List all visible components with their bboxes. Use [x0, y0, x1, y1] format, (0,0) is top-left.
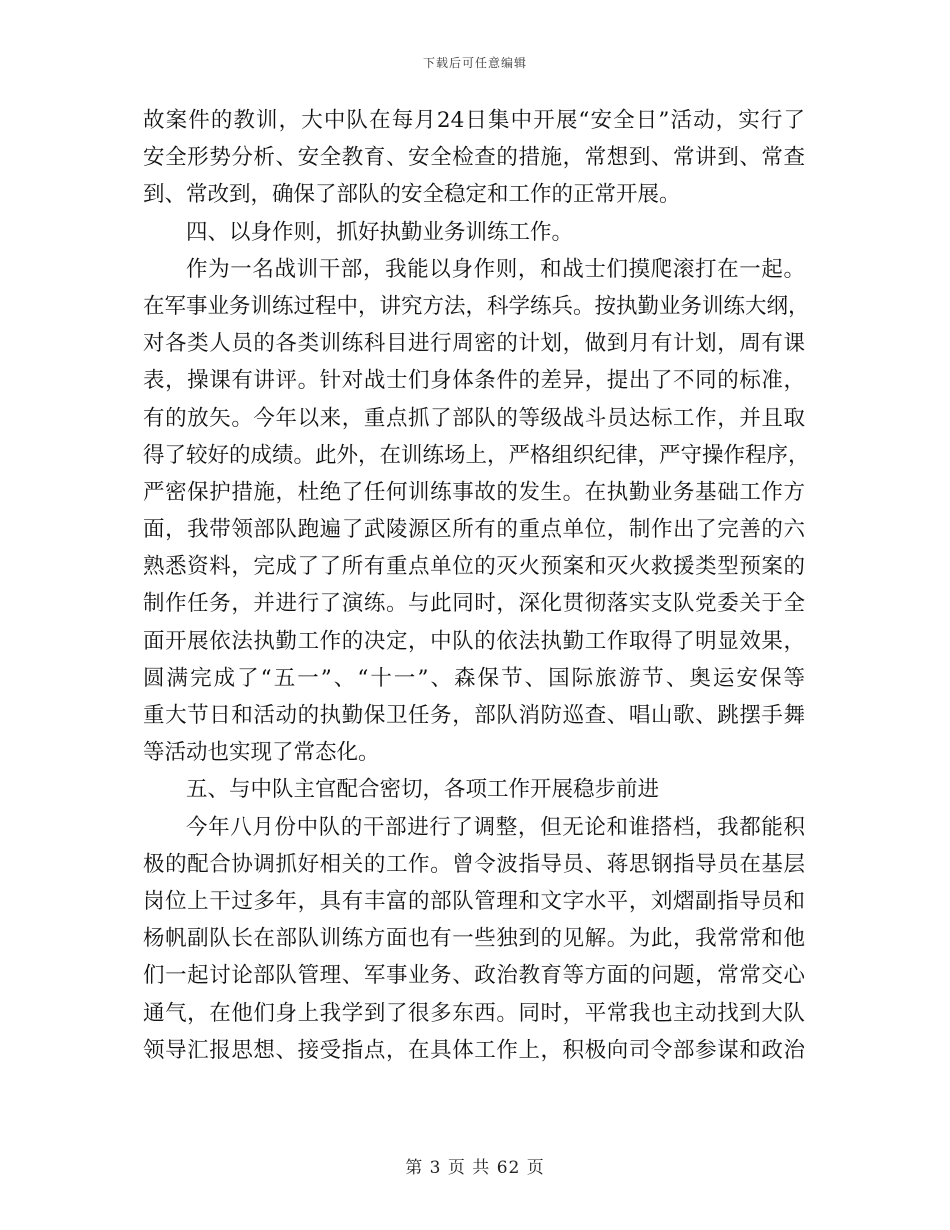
- text-line: 岗位上干过多年，具有丰富的部队管理和文字水平，刘熠副指导员和: [143, 888, 805, 914]
- page-header: 下载后可任意编辑: [422, 56, 527, 70]
- text-line: 今年八月份中队的干部进行了调整，但无论和谁搭档，我都能积: [186, 814, 805, 840]
- page-number-footer: 第 3 页 共 62 页: [405, 1158, 545, 1178]
- document-body: [143, 102, 810, 1069]
- text-line: 对各类人员的各类训练科目进行周密的计划，做到月有计划，周有课: [143, 331, 805, 357]
- text-line: 重大节日和活动的执勤保卫任务，部队消防巡查、唱山歌、跳摆手舞: [143, 703, 805, 728]
- text-line: 安全形势分析、安全教育、安全检查的措施，常想到、常讲到、常查: [143, 145, 805, 171]
- text-line: 杨帆副队长在部队训练方面也有一些独到的见解。为此，我常常和他: [143, 926, 805, 952]
- text-line: 严密保护措施，杜绝了任何训练事故的发生。在执勤业务基础工作方: [143, 479, 805, 505]
- text-line: 面，我带领部队跑遍了武陵源区所有的重点单位，制作出了完善的六: [143, 517, 805, 543]
- text-line: 到、常改到，确保了部队的安全稳定和工作的正常开展。: [143, 182, 681, 208]
- text-line: 作为一名战训干部，我能以身作则，和战士们摸爬滚打在一起。: [186, 256, 805, 282]
- text-line: 面开展依法执勤工作的决定，中队的依法执勤工作取得了明显效果，: [143, 628, 805, 654]
- text-line: 得了较好的成绩。此外，在训练场上，严格组织纪律，严守操作程序，: [143, 442, 810, 468]
- text-line: 们一起讨论部队管理、军事业务、政治教育等方面的问题，常常交心: [143, 963, 805, 989]
- text-line: 熟悉资料，完成了了所有重点单位的灭火预案和灭火救援类型预案的: [143, 554, 805, 580]
- text-line: 制作任务，并进行了演练。与此同时，深化贯彻落实支队党委关于全: [143, 591, 805, 617]
- text-line: 领导汇报思想、接受指点，在具体工作上，积极向司令部参谋和政治: [143, 1037, 805, 1063]
- text-line: 等活动也实现了常态化。: [143, 740, 380, 766]
- text-line: 在军事业务训练过程中，讲究方法，科学练兵。按执勤业务训练大纲，: [143, 293, 810, 319]
- text-line: 表，操课有讲评。针对战士们身体条件的差异，提出了不同的标准，: [143, 368, 805, 394]
- section-heading: 四、以身作则，抓好执勤业务训练工作。: [186, 219, 574, 245]
- text-line: 极的配合协调抓好相关的工作。曾令波指导员、蒋思钢指导员在基层: [143, 851, 805, 877]
- text-line: 有的放矢。今年以来，重点抓了部队的等级战斗员达标工作，并且取: [143, 405, 805, 431]
- text-line: 故案件的教训，大中队在每月24日集中开展“安全日”活动，实行了: [143, 108, 805, 133]
- text-line: 圆满完成了“五一”、“十一”、森保节、国际旅游节、奥运安保等: [143, 665, 805, 691]
- text-line: 通气，在他们身上我学到了很多东西。同时，平常我也主动找到大队: [143, 1000, 805, 1026]
- section-heading: 五、与中队主官配合密切，各项工作开展稳步前进: [186, 777, 660, 803]
